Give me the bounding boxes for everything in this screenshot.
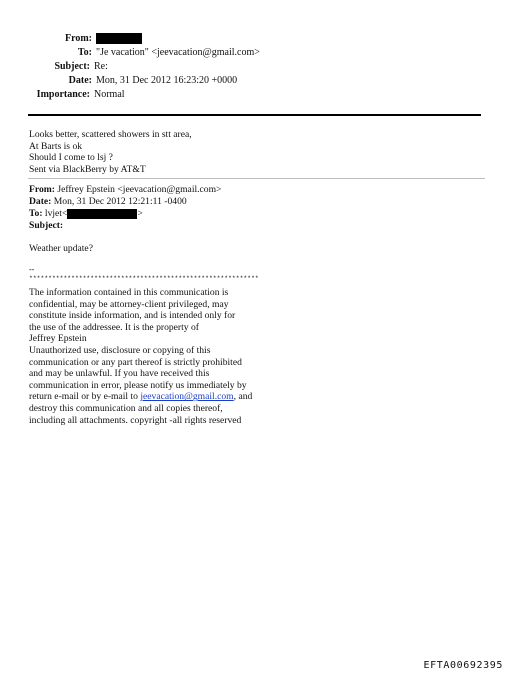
forwarded-to-suffix: > — [137, 208, 143, 219]
redaction-bar — [67, 209, 137, 219]
forwarded-subject-label: Subject: — [29, 220, 64, 231]
disclaimer-text — [29, 287, 252, 426]
header-to-value: "Je vacation" <jeevacation@gmail.com> — [96, 47, 260, 58]
header-importance-value: Normal — [94, 89, 125, 100]
header-from-row — [0, 33, 142, 45]
header-subject-value: Re: — [94, 61, 108, 72]
disclaimer-line: constitute inside information, and is intended only for — [29, 310, 236, 322]
forwarded-from-value: Jeffrey Epstein <jeevacation@gmail.com> — [57, 184, 222, 195]
header-to-row — [0, 47, 260, 59]
forwarded-to-row — [29, 208, 143, 220]
disclaimer-link-suffix: , and — [233, 391, 253, 403]
reply-line: At Barts is ok — [29, 140, 83, 152]
disclaimer-line: confidential, may be attorney-client privileged, may — [29, 298, 229, 310]
quote-divider — [28, 178, 485, 179]
forwarded-date-row — [29, 196, 187, 208]
redaction-bar — [96, 33, 142, 44]
forwarded-from-label: From: — [29, 184, 55, 195]
reply-line: Looks better, scattered showers in stt area, — [29, 129, 192, 140]
header-importance-label: Importance: — [36, 89, 90, 100]
disclaimer-link-prefix: return e-mail or by e-mail to — [29, 391, 141, 403]
header-date-value: Mon, 31 Dec 2012 16:23:20 +0000 — [96, 75, 238, 86]
signature-stars: ************************************************************ — [29, 275, 259, 282]
forwarded-from-row — [29, 184, 221, 196]
header-subject-row — [0, 61, 108, 73]
disclaimer-line: communication or any part thereof is strictly prohibited — [29, 356, 242, 368]
header-date-label: Date: — [68, 75, 92, 86]
reply-line: Sent via BlackBerry by AT&T — [29, 163, 146, 175]
reply-body — [29, 129, 192, 175]
disclaimer-line: Unauthorized use, disclosure or copying of this — [29, 344, 211, 356]
header-to-label: To: — [77, 47, 92, 58]
forwarded-to-prefix: lvjet< — [44, 208, 68, 219]
forwarded-subject-row — [29, 220, 63, 232]
disclaimer-line: The information contained in this communication is — [29, 287, 229, 298]
forwarded-date-value: Mon, 31 Dec 2012 12:21:11 -0400 — [53, 196, 187, 207]
signature-dashes: -- — [29, 265, 35, 274]
forwarded-to-label: To: — [29, 208, 43, 219]
header-subject-label: Subject: — [54, 61, 90, 72]
header-divider — [28, 114, 481, 116]
forwarded-date-label: Date: — [29, 196, 52, 207]
document-id: EFTA00692395 — [423, 660, 503, 671]
header-from-label: From: — [64, 33, 92, 44]
disclaimer-line: destroy this communication and all copies thereof, — [29, 402, 223, 414]
reply-line: Should I come to lsj ? — [29, 152, 113, 164]
forwarded-body: Weather update? — [29, 243, 93, 254]
disclaimer-link-line — [29, 391, 252, 403]
email-link[interactable]: jeevacation@gmail.com — [140, 391, 234, 403]
header-date-row — [0, 75, 237, 87]
disclaimer-line: and may be unlawful. If you have received this — [29, 368, 210, 380]
disclaimer-line: the use of the addressee. It is the property of — [29, 321, 199, 333]
disclaimer-line: communication in error, please notify us immediately by — [29, 379, 247, 391]
disclaimer-line: including all attachments. copyright -all rights reserved — [29, 414, 242, 426]
header-importance-row — [0, 89, 125, 101]
disclaimer-line: Jeffrey Epstein — [29, 333, 87, 345]
